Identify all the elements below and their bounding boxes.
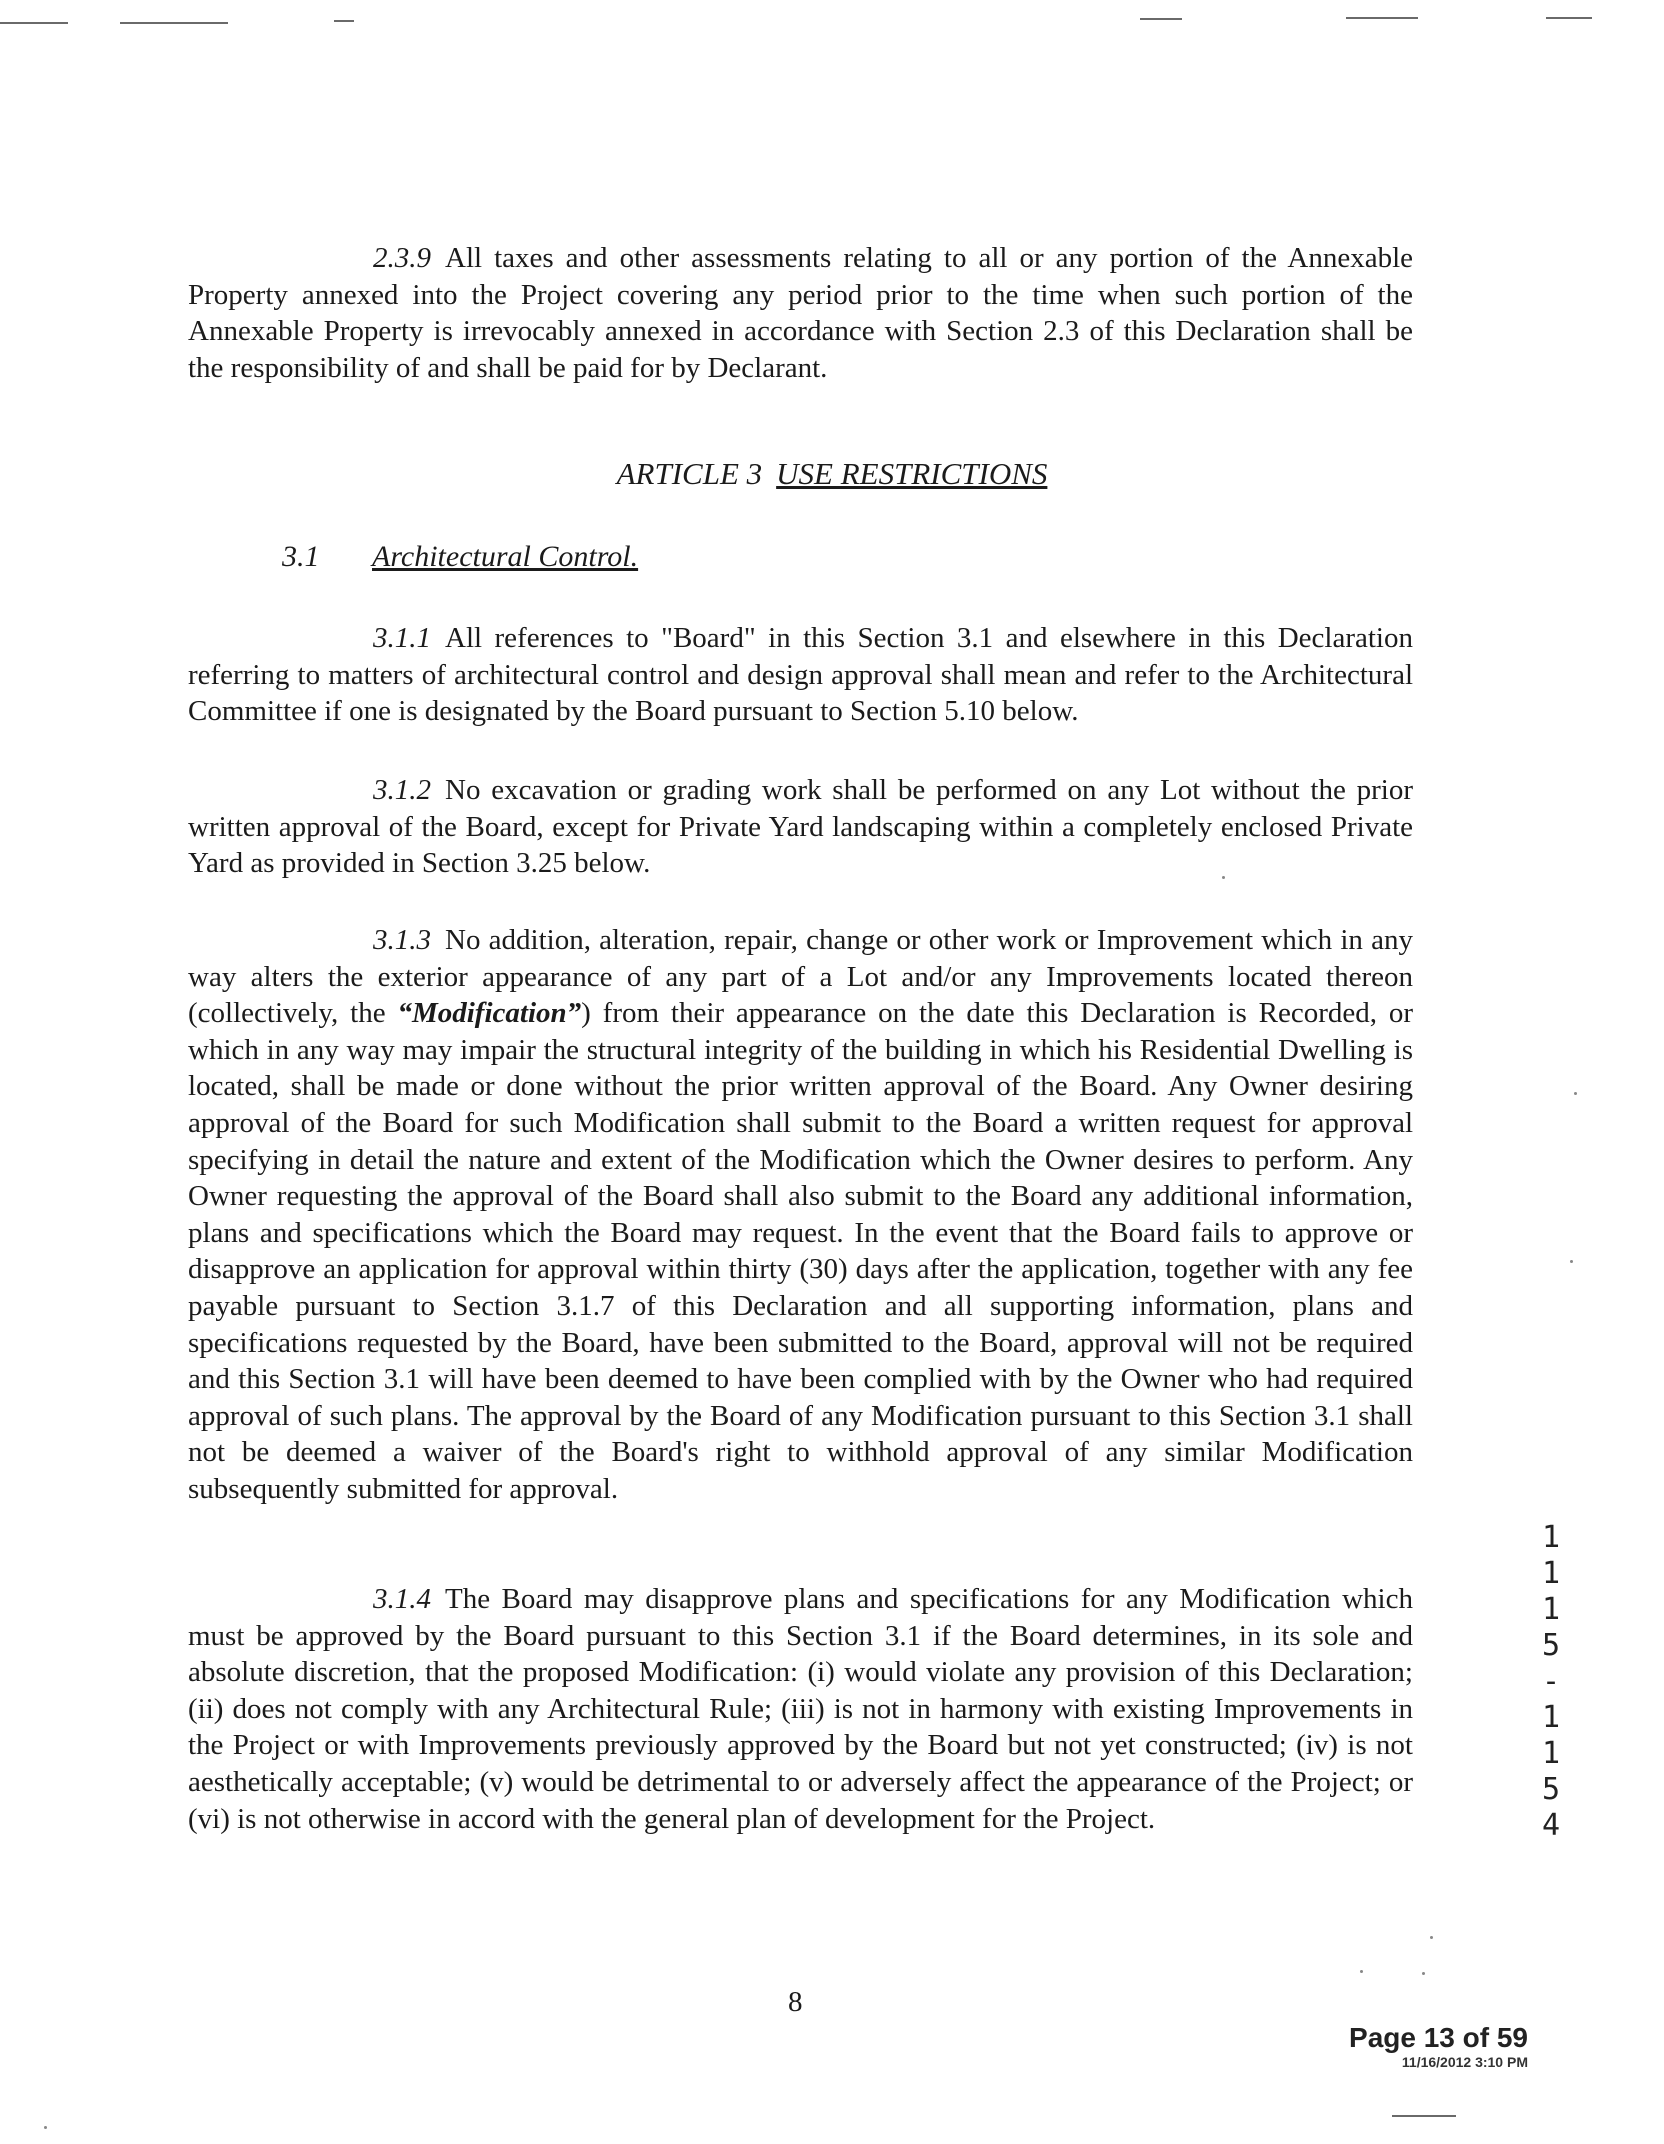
scan-speck [1360,1970,1363,1973]
paragraph-3-1-3 [188,922,1413,1508]
side-reference-number: 1115-1154 [1541,1520,1561,1843]
scan-speck [1574,1092,1577,1095]
paragraph-text: All taxes and other assessments relating to all or any portion of the Annexable Property annexed into the Project covering any period prior to the time when such portion of the Annexable Property is irrevocably annexed in accordance with Section 2.3 of this Declaration shall be the responsibility of and shall be paid for by Declarant. [188,242,1413,384]
paragraph-number: 3.1.3 [373,924,431,956]
paragraph-3-1-2 [188,772,1413,882]
scan-speck [1422,1972,1425,1975]
page-number: 8 [788,1986,803,2018]
scan-artifact [0,22,68,24]
scan-speck [1570,1260,1573,1263]
article-title: USE RESTRICTIONS [776,456,1048,491]
paragraph-number: 3.1.2 [373,774,431,806]
paragraph-text: No addition, alteration, repair, change or other work or Improvement which in any way alters the exterior appearance of any part of a Lot and/or any Improvements located thereon (collectively, the [188,924,1413,1030]
paragraph-text: The Board may disapprove plans and specifications for any Modification which must be approved by the Board pursuant to this Section 3.1 if the Board determines, in its sole and absolute discretion, that the proposed Modification: (i) would violate any provision of this Declaration; (ii) does not comply with any Architectural Rule; (iii) is not in harmony with existing Improvements in the Project or with Improvements previously approved by the Board but not yet constructed; (iv) is not aesthetically acceptable; (v) would be detrimental to or adversely affect the appearance of the Project; or (vi) is not otherwise in accord with the general plan of development for the Project. [188,1583,1413,1835]
scan-artifact [334,20,354,22]
article-heading [0,456,1664,492]
paragraph-text: ) from their appearance on the date this Declaration is Recorded, or which in any way may impair the structural integrity of the building in which his Residential Dwelling is located, shall be made or done without the prior written approval of the Board. Any Owner desiring approval of the Board for such Modification shall submit to the Board a written request for approval specifying in detail the nature and extent of the Modification which the Owner desires to perform. Any Owner requesting the approval of the Board shall also submit to the Board any additional information, plans and specifications which the Board may request. In the event that the Board fails to approve or disapprove an application for approval within thirty (30) days after the application, together with any fee payable pursuant to Section 3.1.7 of this Declaration and all supporting information, plans and specifications requested by the Board, have been submitted to the Board, approval will not be required and this Section 3.1 will have been deemed to have been complied with by the Owner who had required approval of such plans. The approval by the Board of any Modification pursuant to this Section 3.1 shall not be deemed a waiver of the Board's right to withhold approval of any similar Modification subsequently submitted for approval. [188,997,1413,1505]
scan-artifact [1140,18,1182,20]
paragraph-2-3-9 [188,240,1413,386]
defined-term: “Modification” [397,997,582,1030]
paragraph-3-1-4 [188,1581,1413,1837]
section-number: 3.1 [282,540,320,573]
section-title: Architectural Control. [372,540,639,573]
scan-speck [1222,876,1225,879]
paragraph-number: 2.3.9 [373,242,431,274]
paragraph-text: All references to "Board" in this Section 3.1 and elsewhere in this Declaration referring to matters of architectural control and design approval shall mean and refer to the Architectural Committee if one is designated by the Board pursuant to Section 5.10 below. [188,622,1413,728]
paragraph-3-1-1 [188,620,1413,730]
scan-artifact [1392,2115,1456,2117]
scan-artifact [1346,17,1418,19]
scan-speck [1430,1936,1433,1939]
date-stamp: 11/16/2012 3:10 PM [1401,2054,1528,2070]
page-stamp: Page 13 of 59 [1349,2022,1528,2053]
scan-speck [44,2126,47,2129]
scan-artifact [120,22,228,24]
paragraph-number: 3.1.4 [373,1583,431,1615]
article-label: ARTICLE 3 [616,456,763,491]
paragraph-text: No excavation or grading work shall be performed on any Lot without the prior written approval of the Board, except for Private Yard landscaping within a completely enclosed Private Yard as provided in Section 3.25 below. [188,774,1413,880]
paragraph-number: 3.1.1 [373,622,431,654]
scan-artifact [1546,17,1592,19]
